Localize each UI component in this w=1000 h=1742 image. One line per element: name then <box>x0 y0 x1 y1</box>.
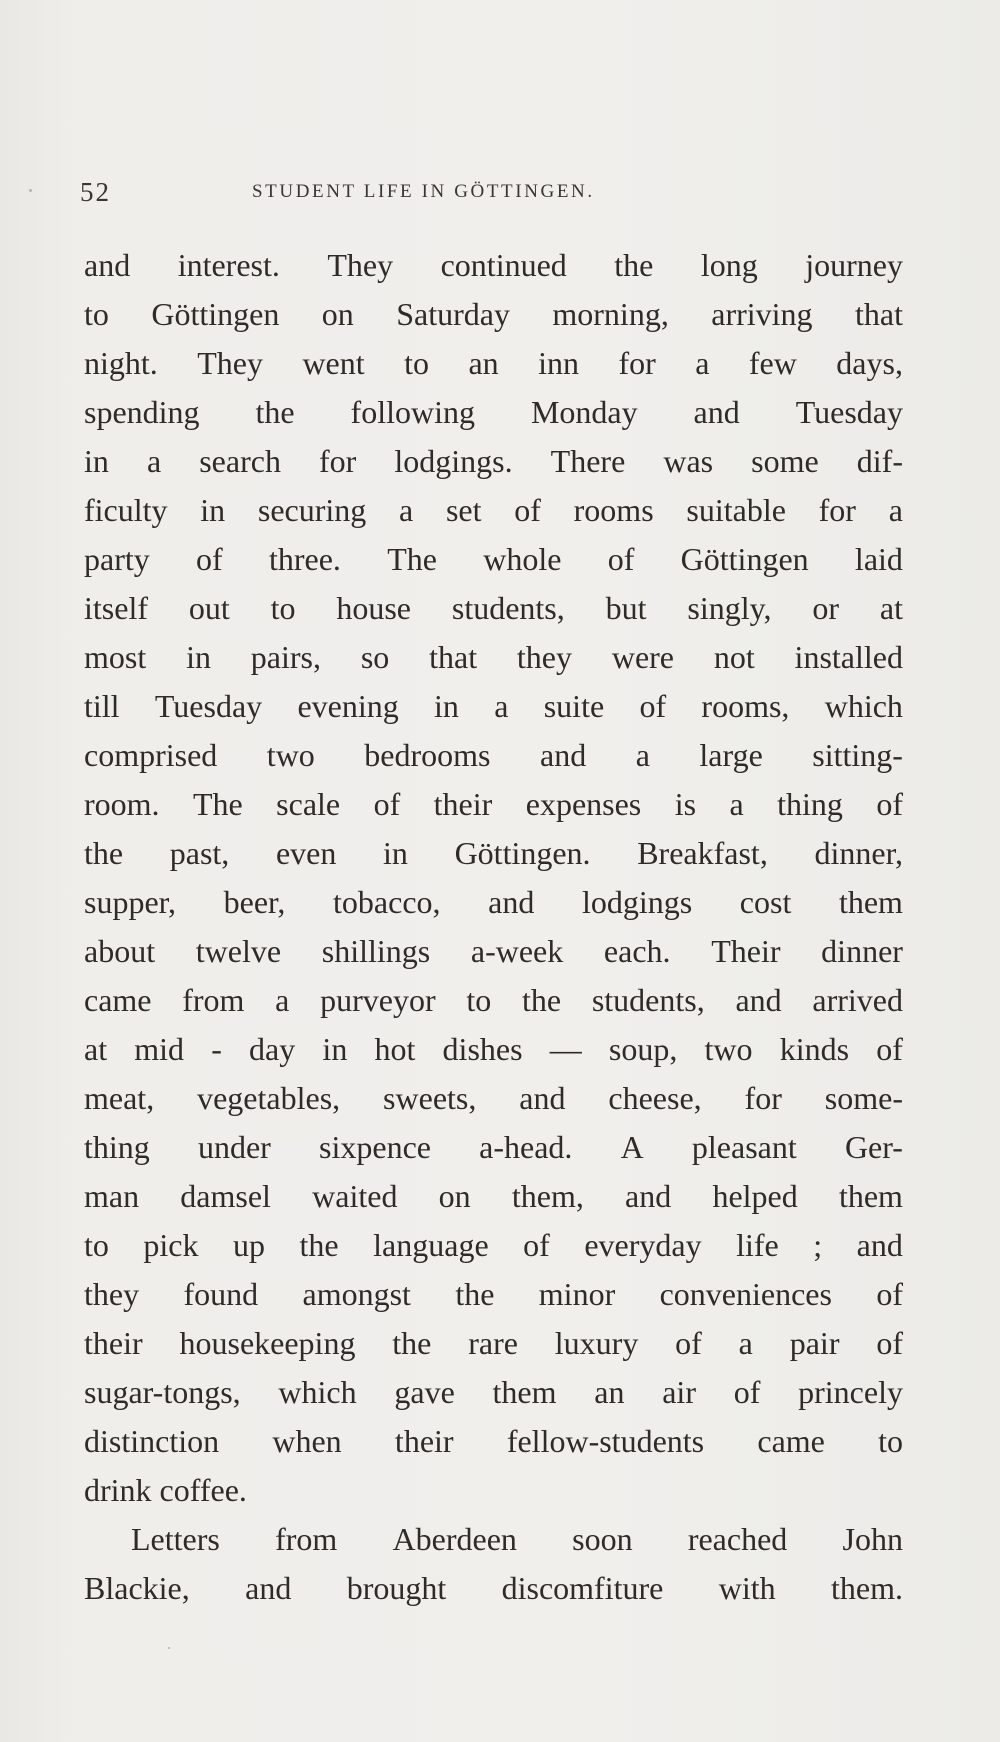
word: past, <box>169 835 230 871</box>
word: for <box>818 492 856 528</box>
word: a <box>146 443 162 479</box>
word: the <box>614 247 654 283</box>
word: rooms <box>573 492 654 528</box>
word: John <box>842 1521 903 1557</box>
word: to <box>270 590 296 626</box>
word: when <box>272 1423 342 1459</box>
word: to <box>84 1227 109 1263</box>
word: sugar-tongs, <box>84 1374 241 1410</box>
word: and <box>693 394 740 430</box>
text-line <box>84 780 903 829</box>
word: sixpence <box>319 1129 431 1165</box>
word: each. <box>603 933 671 969</box>
text-line <box>84 437 903 486</box>
word: with <box>718 1570 776 1606</box>
word: sitting- <box>812 737 903 773</box>
word: a <box>738 1325 753 1361</box>
word: scale <box>276 786 341 822</box>
word: of <box>876 1031 903 1067</box>
word: ; <box>813 1227 823 1263</box>
word: a <box>399 492 414 528</box>
word: Tuesday <box>154 688 263 724</box>
word: arriving <box>711 296 813 332</box>
word: were <box>611 639 674 675</box>
running-head <box>80 177 732 211</box>
word: and <box>540 737 587 773</box>
word: There <box>550 443 626 479</box>
text-line <box>84 290 903 339</box>
word: the <box>84 835 124 871</box>
word: gave <box>394 1374 455 1410</box>
word: morning, <box>552 296 669 332</box>
word: them. <box>830 1570 903 1606</box>
word: not <box>713 639 755 675</box>
word: few <box>748 345 797 381</box>
text-line <box>84 1025 903 1074</box>
text-line <box>84 1564 903 1613</box>
word: Saturday <box>396 296 510 332</box>
text-line <box>84 829 903 878</box>
word: waited <box>312 1178 398 1214</box>
word: amongst <box>302 1276 411 1312</box>
word: room. <box>84 786 160 822</box>
word: to <box>466 982 492 1018</box>
word: on <box>321 296 354 332</box>
word: man <box>84 1178 140 1214</box>
word: in <box>383 835 408 871</box>
word: them <box>492 1374 557 1410</box>
word: set <box>445 492 482 528</box>
word: shillings <box>321 933 431 969</box>
word: and <box>856 1227 903 1263</box>
word: installed <box>794 639 903 675</box>
text-line <box>84 1417 903 1466</box>
word: that <box>429 639 478 675</box>
text-line <box>84 535 903 584</box>
text-line <box>84 1515 903 1564</box>
text-line <box>84 1368 903 1417</box>
word: days, <box>836 345 903 381</box>
word: for <box>744 1080 782 1116</box>
word: dinner, <box>814 835 903 871</box>
word: rooms, <box>701 688 790 724</box>
word: They <box>197 345 263 381</box>
word: Breakfast, <box>637 835 768 871</box>
word: even <box>275 835 337 871</box>
word: tobacco, <box>333 884 441 920</box>
text-line <box>84 1074 903 1123</box>
word: continued <box>440 247 567 283</box>
word: so <box>360 639 390 675</box>
word: went <box>302 345 365 381</box>
word: two <box>266 737 315 773</box>
word: suite <box>543 688 605 724</box>
word: at <box>84 1031 108 1067</box>
word: The <box>192 786 243 822</box>
word: the <box>299 1227 339 1263</box>
text-line <box>84 388 903 437</box>
word: them <box>838 1178 903 1214</box>
word: meat, <box>84 1080 155 1116</box>
word: Their <box>711 933 781 969</box>
word: supper, <box>84 884 177 920</box>
word: till <box>84 688 120 724</box>
word: singly, <box>687 590 772 626</box>
body-text <box>84 241 903 1613</box>
word: conveniences <box>659 1276 832 1312</box>
word: their <box>394 1423 454 1459</box>
word: helped <box>712 1178 798 1214</box>
word: from <box>275 1521 338 1557</box>
word: which <box>824 688 903 724</box>
word: their <box>433 786 493 822</box>
word: Blackie, <box>84 1570 190 1606</box>
word: a-week <box>470 933 564 969</box>
word: at <box>879 590 903 626</box>
word: itself <box>84 590 148 626</box>
word: up <box>233 1227 266 1263</box>
word: some- <box>824 1080 903 1116</box>
text-line <box>84 1466 903 1515</box>
word: Göttingen <box>151 296 280 332</box>
word: they <box>516 639 572 675</box>
word: most <box>84 639 147 675</box>
word: was <box>663 443 714 479</box>
word: kinds <box>779 1031 850 1067</box>
word: which <box>278 1374 357 1410</box>
word: a <box>729 786 744 822</box>
text-line <box>84 1123 903 1172</box>
text-lines <box>84 241 903 1613</box>
word: search <box>199 443 281 479</box>
word: language <box>373 1227 489 1263</box>
word: lodgings <box>581 884 693 920</box>
word: the <box>392 1325 432 1361</box>
word: damsel <box>180 1178 271 1214</box>
text-line <box>84 584 903 633</box>
word: and <box>519 1080 566 1116</box>
word: vegetables, <box>197 1080 341 1116</box>
word: a <box>275 982 290 1018</box>
text-line <box>84 731 903 780</box>
word: dif- <box>856 443 903 479</box>
word: interest. <box>177 247 280 283</box>
text-line <box>84 633 903 682</box>
word: A <box>620 1129 644 1165</box>
word: an <box>468 345 499 381</box>
word: house <box>336 590 411 626</box>
word: three. <box>268 541 341 577</box>
word: of <box>639 688 667 724</box>
word: out <box>188 590 230 626</box>
text-line <box>84 878 903 927</box>
word: The <box>387 541 437 577</box>
word: is <box>674 786 697 822</box>
word: fellow-students <box>506 1423 705 1459</box>
text-line <box>84 1319 903 1368</box>
word: students, <box>451 590 565 626</box>
paper-speck <box>29 189 32 192</box>
word: to <box>878 1423 903 1459</box>
word: came <box>757 1423 825 1459</box>
word: that <box>854 296 903 332</box>
word: of <box>876 1325 903 1361</box>
word: of <box>607 541 635 577</box>
word: evening <box>297 688 399 724</box>
word: pleasant <box>691 1129 797 1165</box>
word: Tuesday <box>795 394 903 430</box>
word: large <box>699 737 763 773</box>
word: of <box>523 1227 550 1263</box>
word: of <box>733 1374 761 1410</box>
word: brought <box>346 1570 447 1606</box>
word: whole <box>483 541 562 577</box>
word: - <box>211 1031 222 1067</box>
word: mid <box>134 1031 185 1067</box>
word: discomfiture <box>501 1570 664 1606</box>
word: Letters <box>131 1521 220 1557</box>
word: Göttingen <box>680 541 809 577</box>
word: under <box>197 1129 271 1165</box>
word: everyday <box>584 1227 702 1263</box>
word: pairs, <box>250 639 321 675</box>
word: dishes <box>442 1031 523 1067</box>
text-line <box>84 1172 903 1221</box>
word: in <box>186 639 211 675</box>
word: following <box>350 394 475 430</box>
word: expenses <box>525 786 642 822</box>
word: a <box>635 737 650 773</box>
word: — <box>549 1031 582 1067</box>
word: of <box>876 786 903 822</box>
word: of <box>675 1325 702 1361</box>
word: to <box>84 296 109 332</box>
text-line <box>84 241 903 290</box>
word: purveyor <box>320 982 436 1018</box>
word: for <box>319 443 357 479</box>
word: some <box>751 443 819 479</box>
word: found <box>183 1276 259 1312</box>
word: pick <box>143 1227 199 1263</box>
word: of <box>196 541 223 577</box>
word: pair <box>789 1325 840 1361</box>
word: from <box>182 982 245 1018</box>
word: to <box>404 345 429 381</box>
word: lodgings. <box>394 443 513 479</box>
word: journey <box>805 247 903 283</box>
line-text: drink coffee. <box>84 1472 247 1508</box>
word: and <box>84 247 131 283</box>
text-line <box>84 1270 903 1319</box>
word: minor <box>538 1276 616 1312</box>
word: Monday <box>530 394 638 430</box>
word: the <box>455 1276 495 1312</box>
text-line <box>84 1221 903 1270</box>
word: them <box>838 884 903 920</box>
word: sweets, <box>383 1080 477 1116</box>
word: and <box>245 1570 292 1606</box>
word: or <box>812 590 840 626</box>
word: a <box>494 688 509 724</box>
word: long <box>700 247 758 283</box>
word: party <box>84 541 150 577</box>
text-line <box>84 339 903 388</box>
word: spending <box>84 394 200 430</box>
word: their <box>84 1325 143 1361</box>
word: and <box>735 982 782 1018</box>
word: and <box>488 884 535 920</box>
word: day <box>249 1031 296 1067</box>
word: an <box>594 1374 625 1410</box>
word: in <box>322 1031 348 1067</box>
word: soup, <box>608 1031 678 1067</box>
word: came <box>84 982 152 1018</box>
page-number: 52 <box>80 177 111 207</box>
word: housekeeping <box>179 1325 356 1361</box>
word: Göttingen. <box>454 835 591 871</box>
word: They <box>327 247 394 283</box>
word: hot <box>374 1031 416 1067</box>
word: a <box>888 492 903 528</box>
text-line <box>84 976 903 1025</box>
text-line <box>84 486 903 535</box>
word: beer, <box>223 884 286 920</box>
word: in <box>434 688 459 724</box>
word: comprised <box>84 737 218 773</box>
word: in <box>84 443 109 479</box>
word: suitable <box>686 492 786 528</box>
paper-speck <box>168 1647 170 1649</box>
word: rare <box>468 1325 518 1361</box>
word: thing <box>777 786 843 822</box>
word: but <box>605 590 647 626</box>
word: the <box>255 394 295 430</box>
word: securing <box>257 492 367 528</box>
word: two <box>704 1031 753 1067</box>
word: and <box>625 1178 672 1214</box>
word: of <box>876 1276 903 1312</box>
word: in <box>200 492 226 528</box>
word: twelve <box>195 933 282 969</box>
word: cost <box>739 884 792 920</box>
running-title: STUDENT LIFE IN GÖTTINGEN. <box>252 181 595 202</box>
word: reached <box>687 1521 788 1557</box>
word: for <box>618 345 656 381</box>
word: thing <box>84 1129 150 1165</box>
word: distinction <box>84 1423 220 1459</box>
word: they <box>84 1276 140 1312</box>
word: students, <box>591 982 705 1018</box>
word: life <box>736 1227 779 1263</box>
word: bedrooms <box>364 737 491 773</box>
word: arrived <box>812 982 903 1018</box>
word: soon <box>572 1521 633 1557</box>
text-line <box>84 927 903 976</box>
word: princely <box>798 1374 903 1410</box>
word: about <box>84 933 156 969</box>
word: Ger- <box>844 1129 903 1165</box>
text-line <box>84 682 903 731</box>
word: a <box>695 345 710 381</box>
word: of <box>514 492 541 528</box>
word: laid <box>854 541 903 577</box>
word: the <box>521 982 562 1018</box>
word: a-head. <box>479 1129 573 1165</box>
word: night. <box>84 345 158 381</box>
word: luxury <box>554 1325 639 1361</box>
word: on <box>438 1178 471 1214</box>
word: Aberdeen <box>392 1521 517 1557</box>
word: dinner <box>821 933 903 969</box>
word: them, <box>511 1178 584 1214</box>
word: ficulty <box>84 492 168 528</box>
word: cheese, <box>608 1080 702 1116</box>
word: air <box>662 1374 696 1410</box>
word: inn <box>538 345 579 381</box>
word: of <box>373 786 401 822</box>
